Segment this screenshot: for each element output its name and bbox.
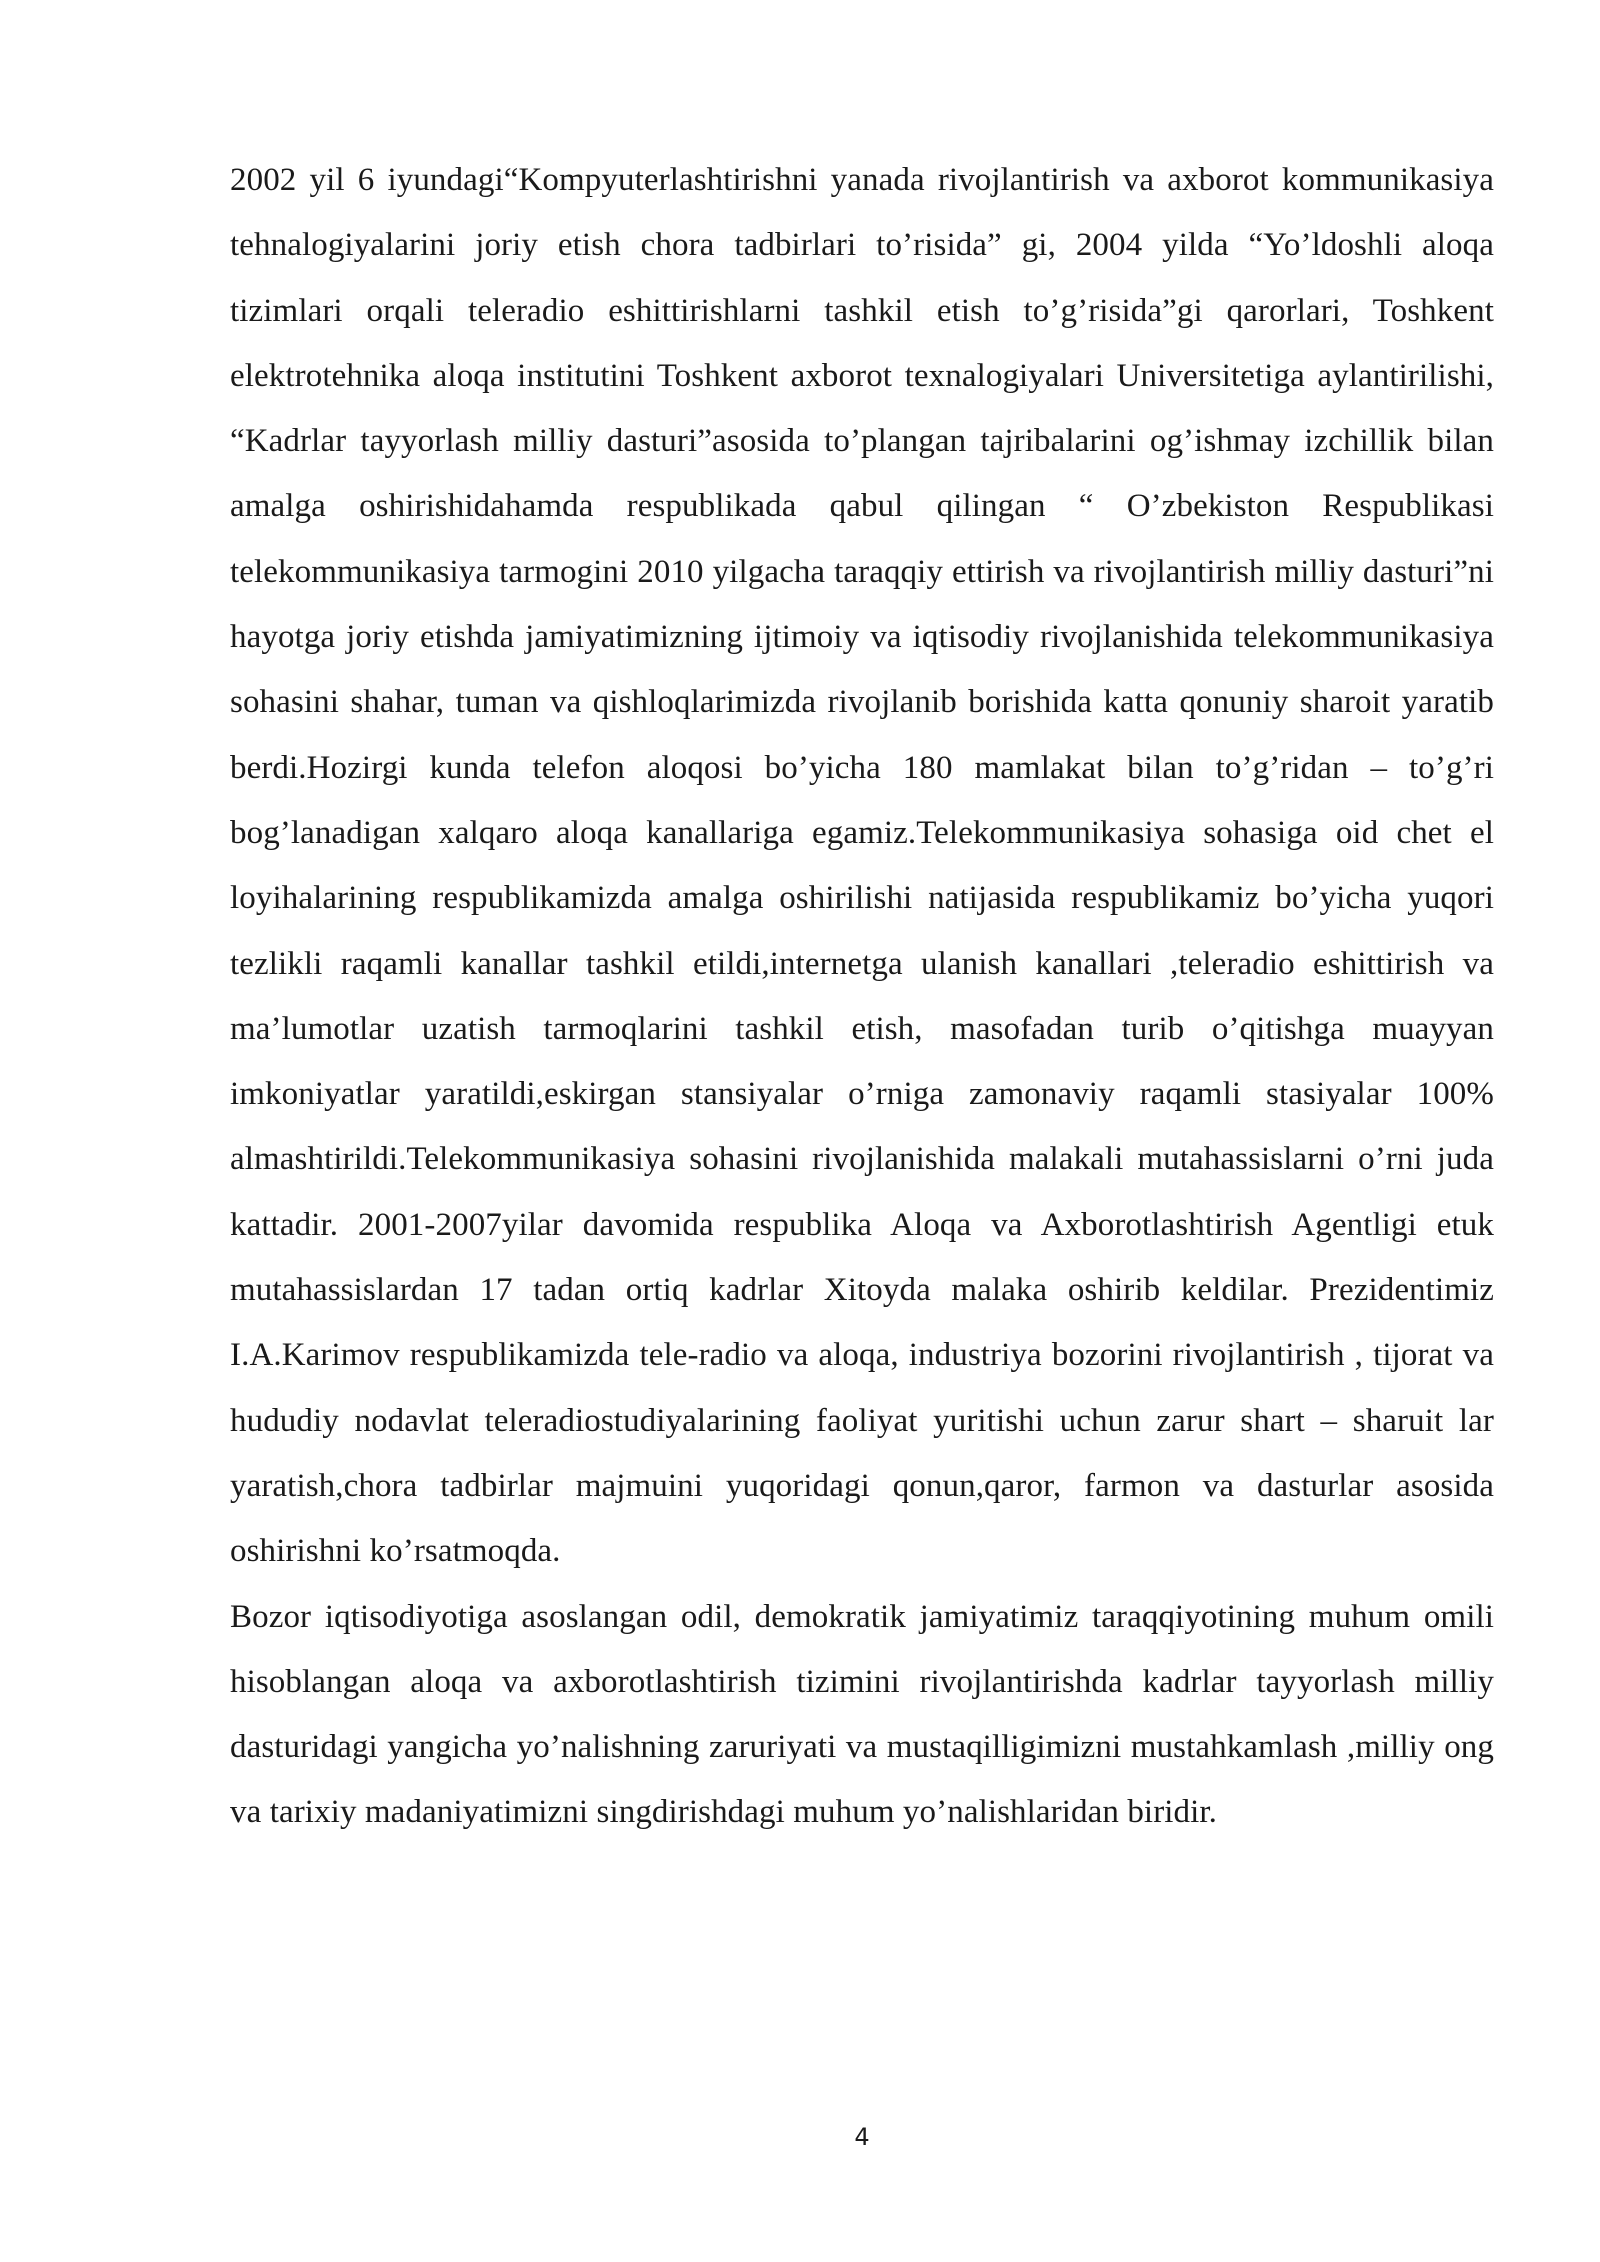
body-text xyxy=(230,148,1494,1846)
paragraph-2: Bozor iqtisodiyotiga asoslangan odil, demokratik jamiyatimiz taraqqiyotining muhum omili hisoblangan aloqa va axborotlashtirish tizimini rivojlantirishda kadrlar tayyorlash milliy dasturidagi yangicha yo’nalishning zaruriyati va mustaqilligimizni mustahkamlash ,milliy ong va tarixiy madaniyatimizni singdirishdagi muhum yo’nalishlaridan biridir. xyxy=(230,1598,1494,1831)
paragraph-1: 2002 yil 6 iyundagi“Kompyuterlashtirishni yanada rivojlantirish va axborot kommunikasiya tehnalogiyalarini joriy etish chora tadbirlari to’risida” gi, 2004 yilda “Yo’ldoshli aloqa tizimlari orqali teleradio eshittirishlarni tashkil etish to’g’risida”gi qarorlari, Toshkent elektrotehnika aloqa institutini Toshkent axborot texnalogiyalari Universitetiga aylantirilishi, “Kadrlar tayyorlash milliy dasturi”asosida to’plangan tajribalarini og’ishmay izchillik bilan amalga oshirishidahamda respublikada qabul qilingan “ O’zbekiston Respublikasi telekommunikasiya tarmogini 2010 yilgacha taraqqiy ettirish va rivojlantirish milliy dasturi”ni hayotga joriy etishda jamiyatimizning ijtimoiy va iqtisodiy rivojlanishida telekommunikasiya sohasini shahar, tuman va qishloqlarimizda rivojlanib borishida katta qonuniy sharoit yaratib berdi.Hozirgi kunda telefon aloqosi bo’yicha 180 mamlakat bilan to’g’ridan – to’g’ri bog’lanadigan xalqaro aloqa kanallariga egamiz.Telekommunikasiya sohasiga oid chet el loyihalarining respublikamizda amalga oshirilishi natijasida respublikamiz bo’yicha yuqori tezlikli raqamli kanallar tashkil etildi,internetga ulanish kanallari ,teleradio eshittirish va ma’lumotlar uzatish tarmoqlarini tashkil etish, masofadan turib o’qitishga muayyan imkoniyatlar yaratildi,eskirgan stansiyalar o’rniga zamonaviy raqamli stasiyalar 100% almashtirildi.Telekommunikasiya sohasini rivojlanishida malakali mutahassislarni o’rni juda kattadir. 2001-2007yilar davomida respublika Aloqa va Axborotlashtirish Agentligi etuk mutahassislardan 17 tadan ortiq kadrlar Xitoyda malaka oshirib keldilar. Prezidentimiz I.A.Karimov respublikamizda tele-radio va aloqa, industriya bozorini rivojlantirish , tijorat va hududiy nodavlat teleradiostudiyalarining faoliyat yuritishi uchun zarur shart – sharuit lar yaratish,chora tadbirlar majmuini yuqoridagi qonun,qaror, farmon va dasturlar asosida oshirishni ko’rsatmoqda. xyxy=(230,162,1494,1570)
page-number: 4 xyxy=(854,2123,870,2151)
